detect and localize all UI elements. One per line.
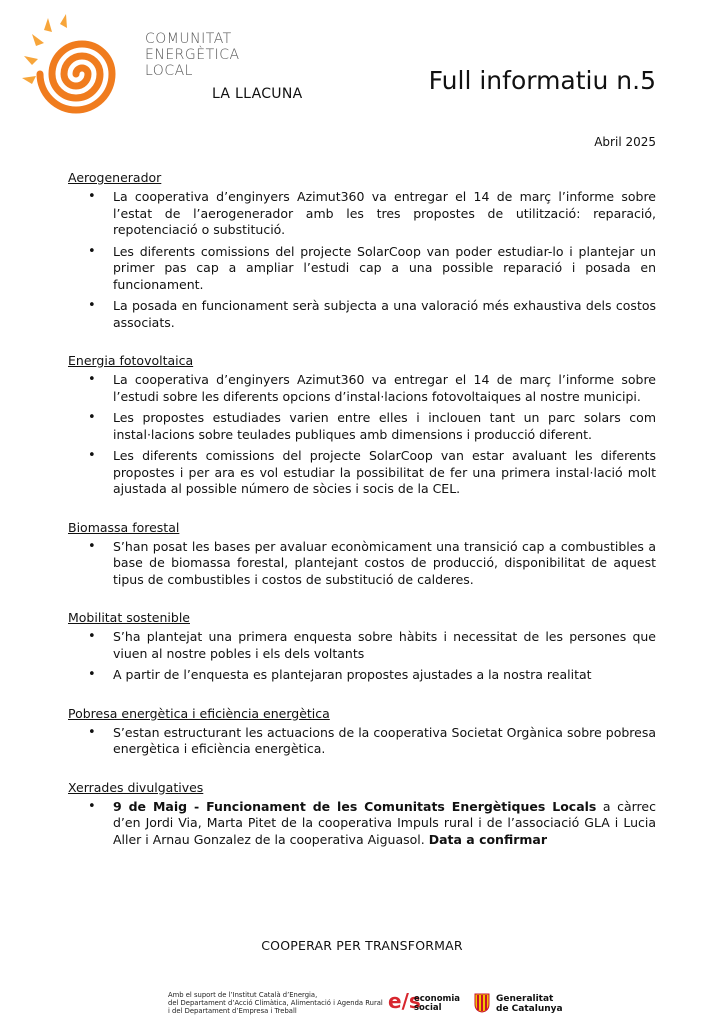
es-mark-icon: e/s <box>388 989 421 1013</box>
talk-date-and-title: 9 de Maig - Funcionament de les Comunitats Energètiques Locals <box>113 798 597 814</box>
es-wordmark <box>414 995 460 1013</box>
logo-place-name: LA LLACUNA <box>212 86 303 102</box>
issue-date: Abril 2025 <box>594 135 656 149</box>
bullet-list <box>68 189 656 331</box>
senyera-icon <box>474 993 490 1013</box>
generalitat-wordmark <box>496 994 563 1014</box>
newsletter-body <box>68 170 656 870</box>
section-title: Aerogenerador <box>68 170 162 185</box>
list-item: • Les propostes estudiades varien entre elles i inclouen tant un parc solars com instal·lacions sobre teulades publiques amb dimensions i producció diferent. <box>68 410 656 443</box>
section-mobilitat-sostenible <box>68 610 656 684</box>
footer-motto: COOPERAR PER TRANSFORMAR <box>261 938 463 953</box>
logo-line-1: COMUNITAT <box>145 31 232 47</box>
es-line-2: social <box>414 1003 442 1013</box>
es-line-1: economia <box>414 994 461 1004</box>
section-xerrades-divulgatives <box>68 780 656 849</box>
list-item: • S’han posat les bases per avaluar econòmicament una transició cap a combustibles a base de biomassa forestal, plantejant costos de producció, disponibilitat de aquest tipus de combustibles i costos de substitució de calderes. <box>68 539 656 589</box>
list-item: • La posada en funcionament serà subjecta a una valoració més exhaustiva dels costos associats. <box>68 298 656 331</box>
support-line-2: del Departament d’Acció Climàtica, Alimentació i Agenda Rural <box>168 999 383 1007</box>
list-item: • La cooperativa d’enginyers Azimut360 va entregar el 14 de març l’informe sobre l’estat de l’aerogenerador amb les tres propostes de utilització: reparació, repotenciació o substitució. <box>68 189 656 239</box>
bullet-list <box>68 629 656 684</box>
list-item: • Les diferents comissions del projecte SolarCoop van poder estudiar-lo i plantejar un primer pas cap a ampliar l’estudi cap a una possible reparació i posada en funcionament. <box>68 244 656 294</box>
gen-line-1: Generalitat <box>496 994 554 1004</box>
section-pobresa-energetica <box>68 706 656 758</box>
bullet-list <box>68 799 656 849</box>
bullet-list <box>68 725 656 758</box>
section-title: Energia fotovoltaica <box>68 353 194 368</box>
section-biomassa-forestal <box>68 520 656 589</box>
section-energia-fotovoltaica <box>68 353 656 498</box>
list-item: • Les diferents comissions del projecte SolarCoop van estar avaluant les diferents propostes i per ara es vol estudiar la possibilitat de fer una primera instal·lació molt ajustada al possible número de sòcies i socis de la CEL. <box>68 448 656 498</box>
gen-line-2: de Catalunya <box>496 1004 563 1014</box>
section-title: Biomassa forestal <box>68 519 180 535</box>
support-line-1: Amb el suport de l’Institut Català d’Energia, <box>168 991 318 999</box>
section-title: Xerrades divulgatives <box>68 779 204 795</box>
support-credits <box>168 991 383 1015</box>
logo-wordmark <box>145 31 240 79</box>
generalitat-logo <box>474 991 584 1017</box>
logo-line-3: LOCAL <box>145 63 193 79</box>
support-line-3: i del Departament d’Empresa i Treball <box>168 1007 297 1015</box>
list-item: • La cooperativa d’enginyers Azimut360 va entregar el 14 de març l’informe sobre l’estudi sobre les diferents opcions d’instal·lacions fotovoltaiques al nostre municipi. <box>68 372 656 405</box>
list-item: • S’ha plantejat una primera enquesta sobre hàbits i necessitat de les persones que viuen al nostre pobles i els dels voltants <box>68 629 656 662</box>
talk-date-note: Data a confirmar <box>428 831 548 847</box>
section-title: Pobresa energètica i eficiència energètica <box>68 705 330 721</box>
bullet-list <box>68 372 656 498</box>
bullet-list <box>68 539 656 589</box>
talk-speakers: a càrrec d’en Jordi Via, Marta Pitet de la cooperativa Impuls rural i de l’associació GLA i Lucia Aller i Arnau Gonzalez de la cooperativa Aiguasol. <box>113 798 656 847</box>
section-aerogenerador <box>68 170 656 331</box>
logo-line-2: ENERGÈTICA <box>145 47 240 63</box>
sun-spiral-logo-icon <box>20 12 144 124</box>
list-item: • S’estan estructurant les actuacions de la cooperativa Societat Orgànica sobre pobresa energètica i eficiència energètica. <box>68 725 656 758</box>
list-item <box>68 799 656 849</box>
page-title: Full informatiu n.5 <box>428 66 656 95</box>
list-item: • A partir de l’enquesta es plantejaran propostes ajustades a la nostra realitat <box>68 667 656 684</box>
economia-social-logo <box>388 991 468 1017</box>
section-title: Mobilitat sostenible <box>68 610 190 625</box>
